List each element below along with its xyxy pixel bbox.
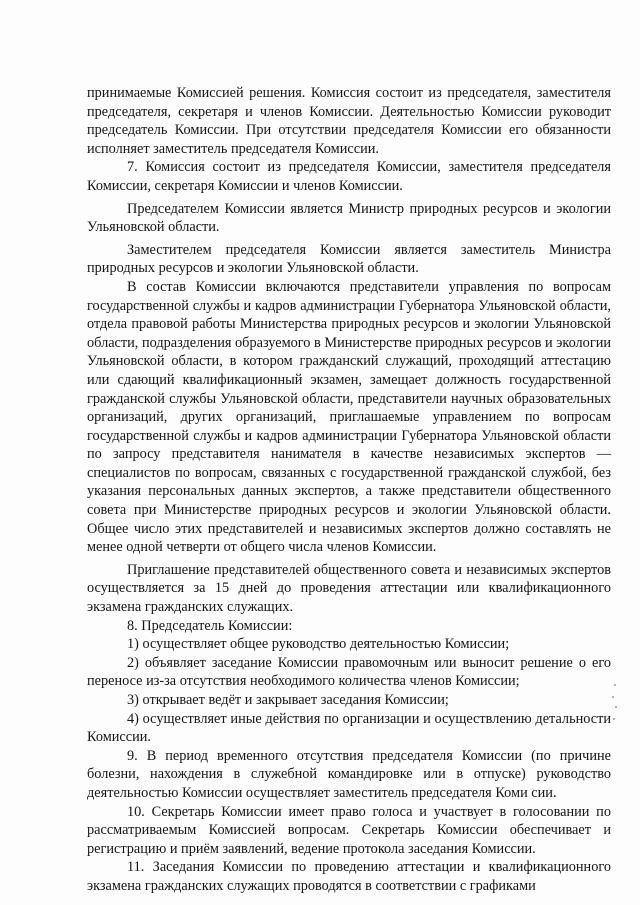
paragraph-item-8: 8. Председатель Комиссии: xyxy=(127,617,293,634)
paragraph-chairman: Председателем Комиссии является Министр природных ресурсов и экологии Ульяновской области. xyxy=(87,200,611,236)
paragraph-item-9: 9. В период временного отсутствия председателя Комиссии (по причине болезни, нахождения в служебной командировке или в отпуске) руководство деятельностью Комиссии осуществляет заместитель председателя Коми сии. xyxy=(87,747,611,801)
scan-specks xyxy=(612,684,618,724)
paragraph-item-10: 10. Секретарь Комиссии имеет право голоса и участвует в голосовании по рассматриваемым Комиссией вопросам. Секретарь Комиссии обеспечивает и регистрацию и приём заявлений, ведение протокола заседания Комиссии. xyxy=(87,803,611,857)
list-item-8-4: 4) осуществляет иные действия по организации и осуществлению детальности Комиссии. xyxy=(87,710,611,746)
paragraph-composition: В состав Комиссии включаются представители управления по вопросам государственной службы и кадров администрации Губернатора Ульяновской области, отдела правовой работы Министерства природных ресурсов и экологии Ульяновской области, подразделения образуемого в Министерстве природных ресурсов и экологии Ульяновской области, в котором гражданский служащий, проходящий аттестацию или сдающий квалификационный экзамен, замещает должность государственной гражданской службы Ульяновской области, представители научных образовательных организаций, других организаций, приглашаемые управлением по вопросам государственной службы и кадров администрации Губернатора Ульяновской области по запросу представителя нанимателя в качестве независимых экспертов — специалистов по вопросам, связанных с государственной гражданской службой, без указания персональных данных экспертов, а также представители общественного совета при Министерстве природных ресурсов и экологии Ульяновской области. Общее число этих представителей и независимых экспертов должно составлять не менее одной четверти от общего числа членов Комиссии. xyxy=(87,278,611,556)
paragraph-item-7: 7. Комиссия состоит из председателя Комиссии, заместителя председателя Комиссии, секретаря Комиссии и членов Комиссии. xyxy=(87,159,611,194)
paragraph-invitation: Приглашение представителей общественного совета и независимых экспертов осуществляется за 15 дней до проведения аттестации или квалификационного экзамена гражданских служащих. xyxy=(87,561,611,616)
paragraph-continuation: принимаемые Комиссией решения. Комиссия состоит из председателя, заместителя председателя, секретаря и членов Комиссии. Деятельностью Комиссии руководит председатель Комиссии. При отсутствии председателя Комиссии его обязанности исполняет заместитель председателя Комиссии. xyxy=(87,85,611,157)
paragraph-deputy-chairman: Заместителем председателя Комиссии является заместитель Министра природных ресурсов и экологии Ульяновской области. xyxy=(87,241,611,277)
list-item-8-2: 2) объявляет заседание Комиссии правомочным или выносит решение о его переносе из-за отсутствия необходимого количества членов Комиссии; xyxy=(87,654,611,690)
list-item-8-3: 3) открывает ведёт и закрывает заседания Комиссии; xyxy=(127,692,449,708)
list-item-8-1: 1) осуществляет общее руководство деятельностью Комиссии; xyxy=(127,636,510,653)
paragraph-item-11: 11. Заседания Комиссии по проведению аттестации и квалификационного экзамена гражданских служащих проводятся в соответствии с графиками xyxy=(87,859,611,894)
document-body xyxy=(87,84,611,896)
